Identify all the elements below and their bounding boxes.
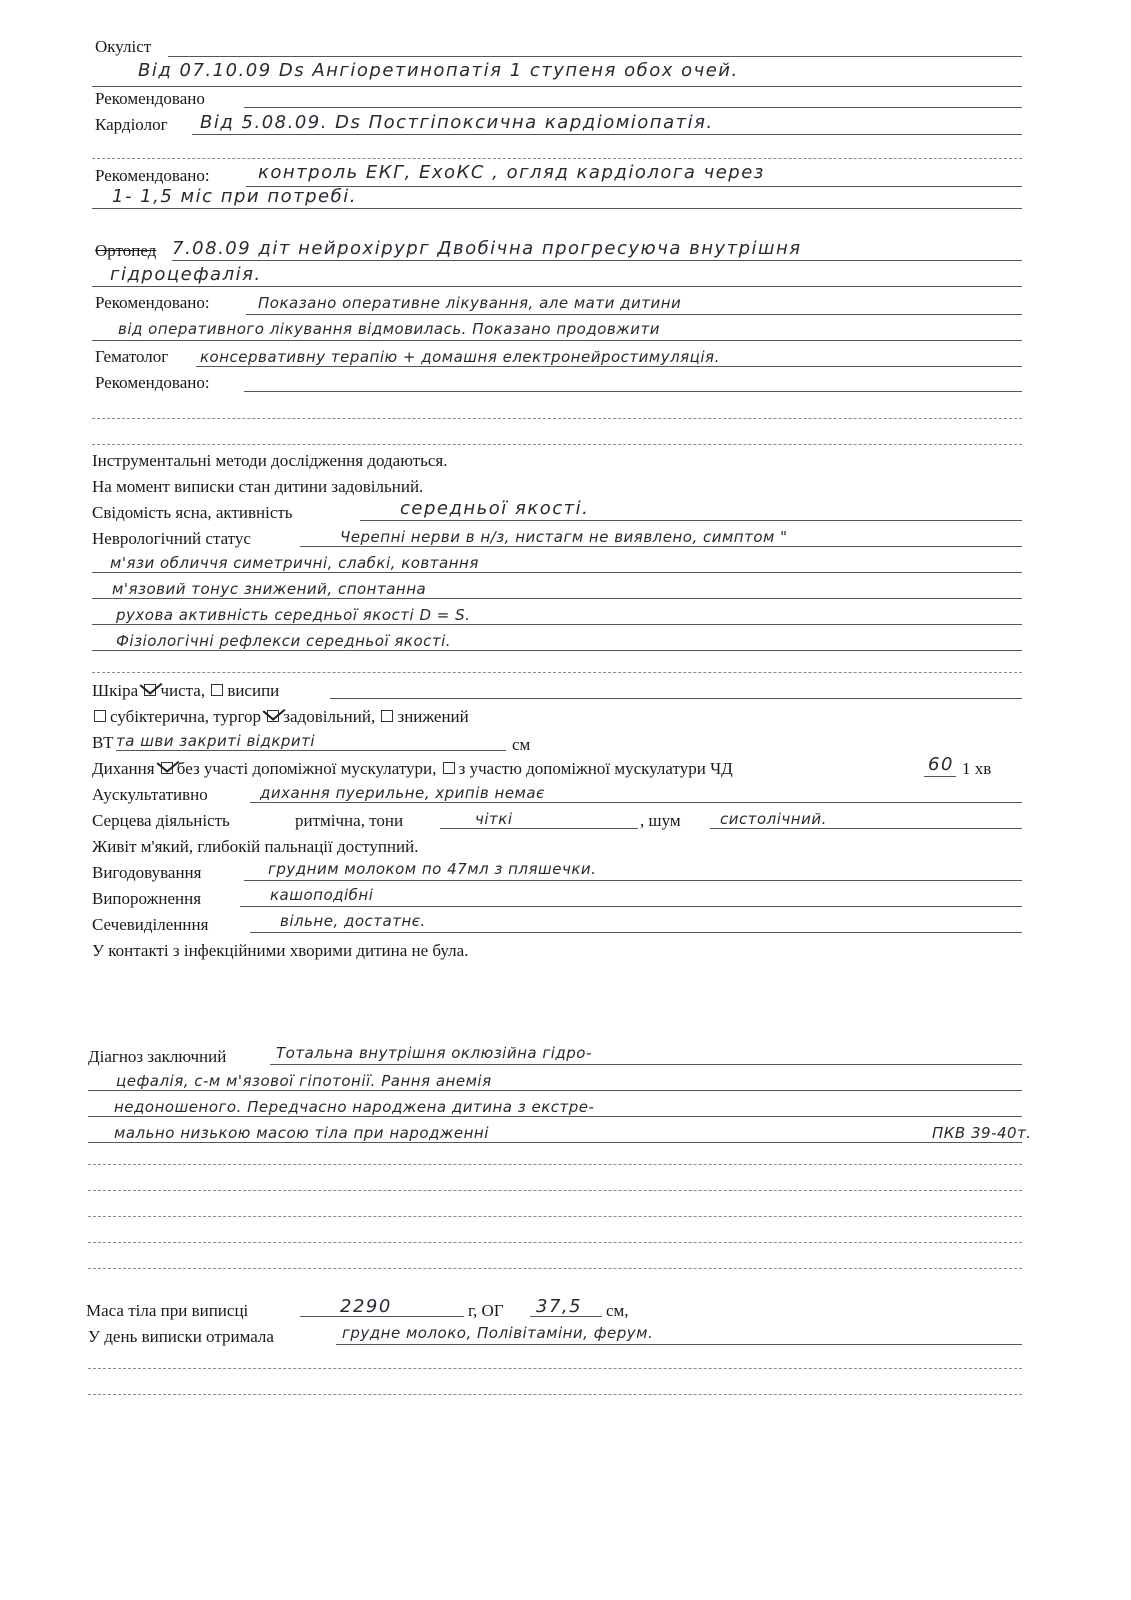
auscultation-underline (250, 802, 1022, 803)
cardiologist-rec-line (246, 186, 1022, 187)
diagnosis-underline-1 (270, 1064, 1022, 1065)
blank-line (88, 1216, 1022, 1217)
neuro-underline-5 (92, 650, 1022, 651)
skin-clean-checkbox[interactable] (144, 684, 156, 696)
orthopedist-rec-label: Рекомендовано: (95, 293, 210, 312)
heart-tones-value: чіткі (475, 810, 513, 828)
heart-rhythm-text: ритмічна, тони (295, 811, 404, 830)
orthopedist-rec-underline (246, 314, 1022, 315)
vt-value: та шви закриті відкриті (116, 732, 316, 750)
orthopedist-rec-line1: Показано оперативне лікування, але мати дитини (258, 294, 682, 312)
discharge-received-underline (336, 1344, 1022, 1345)
neuro-underline-2 (92, 572, 1022, 573)
skin-clean-label: чиста, (160, 681, 206, 700)
turgor-reduced-label: знижений (397, 707, 469, 726)
cardiologist-rec-label: Рекомендовано: (95, 166, 210, 185)
ophthalmologist-entry-line (92, 86, 1022, 87)
auscultation-value: дихання пуерильне, хрипів немає (260, 784, 545, 802)
respiratory-rate-underline (924, 776, 956, 777)
neuro-line2: м'язи обличчя симетричні, слабкі, ковтання (110, 554, 479, 572)
blank-line (92, 672, 1022, 673)
breathing-label: Дихання (92, 759, 155, 778)
neuro-underline-3 (92, 598, 1022, 599)
blank-line (92, 158, 1022, 159)
consciousness-value: середньої якості. (400, 498, 590, 519)
diagnosis-line2: цефалія, с-м м'язової гіпотонії. Рання анемія (116, 1072, 492, 1090)
stool-label: Випорожнення (92, 889, 202, 908)
breathing-without-checkbox[interactable] (161, 762, 173, 774)
discharge-mass-label: Маса тіла при виписці (86, 1301, 249, 1320)
blank-line (88, 1242, 1022, 1243)
heart-tones-underline (440, 828, 638, 829)
skin-row-2 (92, 704, 469, 730)
feeding-value: грудним молоком по 47мл з пляшечки. (268, 860, 597, 878)
heart-murmur-value: систолічний. (720, 810, 827, 828)
hematologist-entry-underline (196, 366, 1022, 367)
discharge-mass-value: 2290 (340, 1296, 392, 1317)
urination-value: вільне, достатнє. (280, 912, 426, 930)
neuro-underline-1 (300, 546, 1022, 547)
cardiologist-entry-line (192, 134, 1022, 135)
orthopedist-label: Ортопед (95, 241, 157, 260)
stool-underline (240, 906, 1022, 907)
respiratory-rate-value: 60 (928, 754, 954, 775)
blank-line (92, 418, 1022, 419)
hematologist-label: Гематолог (95, 347, 169, 366)
discharge-state-text: На момент виписки стан дитини задовільний. (92, 477, 424, 496)
diagnosis-underline-2 (88, 1090, 1022, 1091)
neuro-status-label: Неврологічний статус (92, 529, 251, 548)
vt-underline (116, 750, 506, 751)
orthopedist-entry-line2-underline (92, 286, 1022, 287)
orthopedist-entry-line1: 7.08.09 діт нейрохірург Двобічна прогресуюча внутрішня (172, 238, 802, 259)
stool-value: кашоподібні (270, 886, 374, 904)
skin-row (92, 678, 279, 704)
neuro-line4: рухова активність середньої якості D = S. (116, 606, 471, 624)
subicteric-checkbox[interactable] (94, 710, 106, 722)
hematologist-entry: консервативну терапію + домашня електронейростимуляція. (200, 348, 720, 366)
discharge-mass-underline (300, 1316, 464, 1317)
breathing-without-label: без участі допоміжної мускулатури, (176, 759, 437, 778)
head-circumference-underline (530, 1316, 602, 1317)
final-diagnosis-label: Діагноз заключний (88, 1047, 227, 1066)
subicteric-label: субіктерична, тургор (110, 707, 262, 726)
consciousness-label: Свідомість ясна, активність (92, 503, 293, 522)
neuro-line3: м'язовий тонус знижений, спонтанна (112, 580, 427, 598)
abdomen-text: Живіт м'який, глибокій пальнації доступний. (92, 837, 419, 856)
skin-rash-label: висипи (227, 681, 280, 700)
skin-rash-checkbox[interactable] (211, 684, 223, 696)
cardiologist-label: Кардіолог (95, 115, 168, 134)
respiratory-rate-unit: 1 хв (962, 759, 992, 778)
blank-line (88, 1268, 1022, 1269)
neuro-line5: Фізіологічні рефлекси середньої якості. (116, 632, 452, 650)
diagnosis-underline-3 (88, 1116, 1022, 1117)
orthopedist-rec-line2-underline (92, 340, 1022, 341)
auscultation-label: Аускультативно (92, 785, 208, 804)
heart-murmur-label: , шум (640, 811, 681, 830)
urination-label: Сечевиділенння (92, 915, 209, 934)
hematologist-rec-line (244, 391, 1022, 392)
skin-underline (330, 698, 1022, 699)
breathing-with-label: з участю допоміжної мускулатури ЧД (458, 759, 733, 778)
neuro-line1: Черепні нерви в н/з, нистагм не виявлено, симптом " (340, 528, 788, 546)
discharge-mass-unit: г, ОГ (468, 1301, 504, 1320)
neuro-underline-4 (92, 624, 1022, 625)
orthopedist-entry-line2: гідроцефалія. (110, 264, 262, 285)
diagnosis-line1: Тотальна внутрішня оклюзійна гідро- (276, 1044, 592, 1062)
vt-label: ВТ (92, 733, 114, 752)
blank-line (88, 1164, 1022, 1165)
ophthalmologist-label: Окуліст (95, 37, 152, 56)
cardiologist-entry: Від 5.08.09. Ds Постгіпоксична кардіоміопатія. (200, 112, 714, 133)
orthopedist-rec-line2: від оперативного лікування відмовилась. Показано продовжити (118, 320, 660, 338)
turgor-reduced-checkbox[interactable] (381, 710, 393, 722)
cardiologist-rec-line2: 1- 1,5 міс при потребі. (112, 186, 357, 207)
ophthalmologist-entry: Від 07.10.09 Ds Ангіоретинопатія 1 ступеня обох очей. (138, 60, 739, 81)
skin-label: Шкіра (92, 681, 139, 700)
breathing-with-checkbox[interactable] (443, 762, 455, 774)
instrumental-methods-text: Інструментальні методи дослідження додаються. (92, 451, 448, 470)
ophthalmologist-underline (168, 56, 1022, 57)
heart-label: Серцева діяльність (92, 811, 230, 830)
head-circumference-unit: см, (606, 1301, 629, 1320)
diagnosis-line4: мально низькою масою тіла при народженні (114, 1124, 489, 1142)
breathing-row (92, 756, 733, 782)
diagnosis-line4-tail: ПКВ 39-40т. (932, 1124, 1032, 1142)
feeding-underline (244, 880, 1022, 881)
consciousness-underline (360, 520, 1022, 521)
urination-underline (250, 932, 1022, 933)
turgor-satisfactory-label: задовільний, (283, 707, 376, 726)
ophthalmologist-rec-line (244, 107, 1022, 108)
diagnosis-underline-4 (88, 1142, 1022, 1143)
head-circumference-value: 37,5 (536, 1296, 583, 1317)
discharge-received-label: У день виписки отримала (88, 1327, 274, 1346)
diagnosis-line3: недоношеного. Передчасно народжена дитина з екстре- (114, 1098, 595, 1116)
heart-murmur-underline (710, 828, 1022, 829)
infection-contact-text: У контакті з інфекційними хворими дитина не була. (92, 941, 469, 960)
blank-line (88, 1190, 1022, 1191)
blank-line (92, 444, 1022, 445)
turgor-satisfactory-checkbox[interactable] (267, 710, 279, 722)
discharge-received-value: грудне молоко, Полівітаміни, ферум. (342, 1324, 654, 1342)
vt-unit: см (512, 735, 531, 754)
ophthalmologist-rec-label: Рекомендовано (95, 89, 205, 108)
cardiologist-rec-line2-underline (92, 208, 1022, 209)
hematologist-rec-label: Рекомендовано: (95, 373, 210, 392)
feeding-label: Вигодовування (92, 863, 202, 882)
blank-line (88, 1394, 1022, 1395)
orthopedist-entry-underline (172, 260, 1022, 261)
blank-line (88, 1368, 1022, 1369)
cardiologist-rec-line1: контроль ЕКГ, ЕхоКС , огляд кардіолога через (258, 162, 765, 183)
